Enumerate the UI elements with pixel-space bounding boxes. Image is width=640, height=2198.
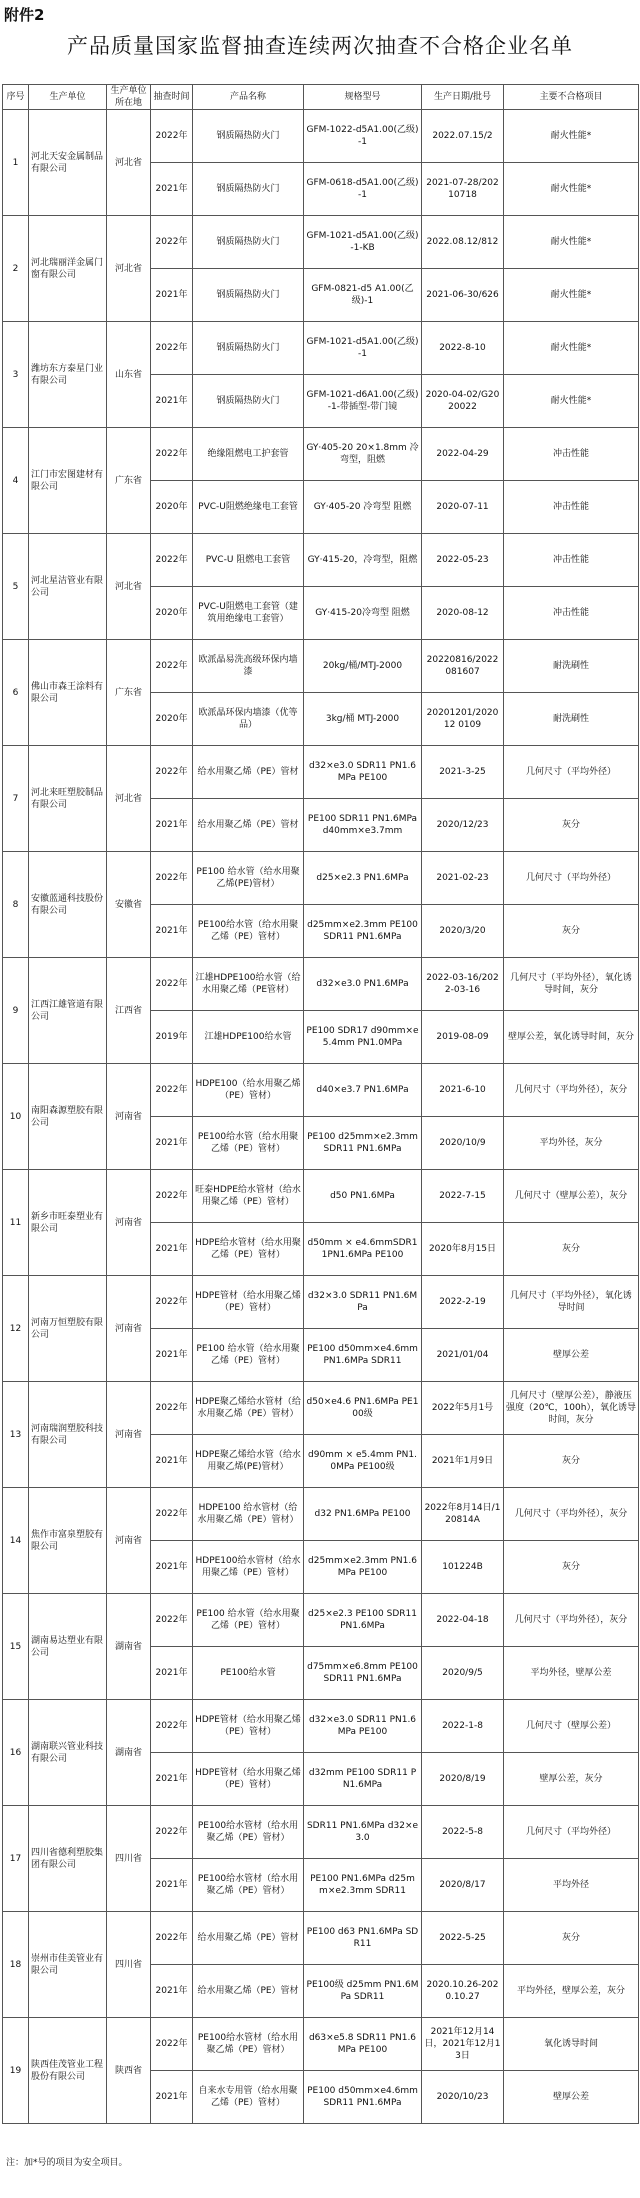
row-product: 钢质隔热防火门	[193, 322, 304, 375]
row-year: 2022年	[151, 1064, 193, 1117]
row-item: 壁厚公差，灰分	[504, 1753, 639, 1806]
row-seq: 19	[3, 2018, 29, 2124]
row-product: 钢质隔热防火门	[193, 375, 304, 428]
row-year: 2022年	[151, 2018, 193, 2071]
row-seq: 11	[3, 1170, 29, 1276]
row-date: 2020/12/23	[422, 799, 504, 852]
row-product: PE100给水管	[193, 1647, 304, 1700]
row-location: 湖南省	[107, 1594, 151, 1700]
row-company: 河北天安金属制品有限公司	[29, 110, 107, 216]
row-year: 2022年	[151, 958, 193, 1011]
row-item: 灰分	[504, 799, 639, 852]
row-spec: PE100级 d25mm PN1.6MPa SDR11	[304, 1965, 422, 2018]
row-date: 2021/01/04	[422, 1329, 504, 1382]
row-company: 湖南易达塑业有限公司	[29, 1594, 107, 1700]
row-location: 河北省	[107, 746, 151, 852]
row-company: 河北瑞丽洋金属门窗有限公司	[29, 216, 107, 322]
row-year: 2021年	[151, 1541, 193, 1594]
row-spec: PE100 d25mm×e2.3mm SDR11 PN1.6MPa	[304, 1117, 422, 1170]
row-item: 耐火性能*	[504, 375, 639, 428]
row-item: 几何尺寸（平均外径）	[504, 746, 639, 799]
row-product: 钢质隔热防火门	[193, 269, 304, 322]
row-product: 钢质隔热防火门	[193, 110, 304, 163]
row-product: HDPE管材（给水用聚乙烯（PE）管材）	[193, 1276, 304, 1329]
row-company: 佛山市森王涂料有限公司	[29, 640, 107, 746]
row-product: HDPE100 给水管材（给水用聚乙烯（PE）管材）	[193, 1488, 304, 1541]
row-product: PE100给水管（给水用聚乙烯（PE）管材）	[193, 905, 304, 958]
row-product: PVC-U 阻燃电工套管	[193, 534, 304, 587]
row-date: 2022-5-25	[422, 1912, 504, 1965]
row-company: 河南万恒塑胶有限公司	[29, 1276, 107, 1382]
row-seq: 18	[3, 1912, 29, 2018]
row-item: 冲击性能	[504, 534, 639, 587]
row-spec: d40×e3.7 PN1.6MPa	[304, 1064, 422, 1117]
row-item: 冲击性能	[504, 587, 639, 640]
row-year: 2019年	[151, 1011, 193, 1064]
row-date: 2022.07.15/2	[422, 110, 504, 163]
row-seq: 10	[3, 1064, 29, 1170]
row-company: 湖南联兴管业科技有限公司	[29, 1700, 107, 1806]
row-year: 2020年	[151, 587, 193, 640]
row-date: 2022-5-8	[422, 1806, 504, 1859]
row-date: 2021-3-25	[422, 746, 504, 799]
table-row	[3, 110, 639, 163]
row-product: HDPE管材（给水用聚乙烯（PE）管材）	[193, 1700, 304, 1753]
row-product: PE100给水管材（给水用聚乙烯（PE）管材）	[193, 1806, 304, 1859]
row-year: 2022年	[151, 1594, 193, 1647]
row-spec: d32mm PE100 SDR11 PN1.6MPa	[304, 1753, 422, 1806]
row-product: 给水用聚乙烯（PE）管材	[193, 1912, 304, 1965]
row-date: 2022-03-16/2022-03-16	[422, 958, 504, 1011]
row-date: 2020-04-02/G2020022	[422, 375, 504, 428]
row-item: 壁厚公差	[504, 2071, 639, 2124]
row-item: 几何尺寸（壁厚公差），灰分	[504, 1170, 639, 1223]
row-date: 2020/8/19	[422, 1753, 504, 1806]
row-item: 冲击性能	[504, 481, 639, 534]
row-location: 陕西省	[107, 2018, 151, 2124]
row-spec: GY·405-20 20×1.8mm 冷弯型，阻燃	[304, 428, 422, 481]
row-year: 2021年	[151, 2071, 193, 2124]
row-product: 钢质隔热防火门	[193, 163, 304, 216]
row-spec: GY·415-20冷弯型 阻燃	[304, 587, 422, 640]
row-date: 2021-6-10	[422, 1064, 504, 1117]
table-row	[3, 428, 639, 481]
row-seq: 1	[3, 110, 29, 216]
row-spec: GFM-1021-d6A1.00(乙级)-1-带插型-带门镜	[304, 375, 422, 428]
row-date: 2020-08-12	[422, 587, 504, 640]
row-item: 耐火性能*	[504, 163, 639, 216]
table-row	[3, 746, 639, 799]
row-company: 焦作市富泉塑胶有限公司	[29, 1488, 107, 1594]
row-product: PVC-U阻燃绝缘电工套管	[193, 481, 304, 534]
row-location: 广东省	[107, 428, 151, 534]
row-year: 2022年	[151, 746, 193, 799]
row-spec: GY·415-20，冷弯型，阻燃	[304, 534, 422, 587]
row-date: 2021-07-28/20210718	[422, 163, 504, 216]
row-date: 2021年1月9日	[422, 1435, 504, 1488]
row-spec: SDR11 PN1.6MPa d32×e3.0	[304, 1806, 422, 1859]
row-year: 2021年	[151, 1117, 193, 1170]
row-item: 灰分	[504, 905, 639, 958]
row-product: 给水用聚乙烯（PE）管材	[193, 746, 304, 799]
table-row	[3, 958, 639, 1011]
row-year: 2021年	[151, 1647, 193, 1700]
table-row	[3, 640, 639, 693]
row-item: 耐洗刷性	[504, 693, 639, 746]
row-product: HDPE100给水管材（给水用聚乙烯（PE）管材）	[193, 1541, 304, 1594]
row-item: 灰分	[504, 1435, 639, 1488]
row-item: 耐火性能*	[504, 322, 639, 375]
row-product: 给水用聚乙烯（PE）管材	[193, 799, 304, 852]
row-location: 河南省	[107, 1276, 151, 1382]
row-year: 2022年	[151, 1170, 193, 1223]
row-date: 2022-2-19	[422, 1276, 504, 1329]
table-body	[3, 110, 639, 2124]
row-spec: d25×e2.3 PE100 SDR11 PN1.6MPa	[304, 1594, 422, 1647]
row-spec: GY·405-20 冷弯型 阻燃	[304, 481, 422, 534]
table-row	[3, 1806, 639, 1859]
row-product: 欧派晶易洗高级环保内墙漆	[193, 640, 304, 693]
row-seq: 3	[3, 322, 29, 428]
row-seq: 12	[3, 1276, 29, 1382]
row-company: 江门市宏图建材有限公司	[29, 428, 107, 534]
header-location: 生产单位所在地	[107, 85, 151, 110]
row-product: PE100给水管（给水用聚乙烯（PE）管材）	[193, 1117, 304, 1170]
row-date: 2022-04-29	[422, 428, 504, 481]
row-date: 2020-07-11	[422, 481, 504, 534]
row-seq: 8	[3, 852, 29, 958]
row-date: 2022-04-18	[422, 1594, 504, 1647]
table-header-row	[3, 85, 639, 110]
row-date: 2020/9/5	[422, 1647, 504, 1700]
row-seq: 4	[3, 428, 29, 534]
row-product: PE100 给水管（给水用聚乙烯(PE)管材）	[193, 852, 304, 905]
row-date: 101224B	[422, 1541, 504, 1594]
row-date: 2021-02-23	[422, 852, 504, 905]
row-item: 灰分	[504, 1223, 639, 1276]
table-row	[3, 1594, 639, 1647]
row-year: 2022年	[151, 428, 193, 481]
row-item: 耐火性能*	[504, 216, 639, 269]
row-item: 几何尺寸（平均外径），灰分	[504, 1594, 639, 1647]
row-spec: PE100 PN1.6MPa d25mm×e2.3mm SDR11	[304, 1859, 422, 1912]
row-spec: GFM-1022-d5A1.00(乙级)-1	[304, 110, 422, 163]
table-row	[3, 1064, 639, 1117]
row-spec: GFM-1021-d5A1.00(乙级)-1-KB	[304, 216, 422, 269]
row-year: 2022年	[151, 852, 193, 905]
row-company: 南阳森源塑胶有限公司	[29, 1064, 107, 1170]
row-date: 2020/3/20	[422, 905, 504, 958]
row-product: HDPE聚乙烯给水管材（给水用聚乙烯（PE）管材）	[193, 1382, 304, 1435]
row-spec: GFM-0821-d5 A1.00(乙级)-1	[304, 269, 422, 322]
row-year: 2021年	[151, 1859, 193, 1912]
row-seq: 17	[3, 1806, 29, 1912]
row-item: 几何尺寸（平均外径）	[504, 1806, 639, 1859]
table-row	[3, 216, 639, 269]
attachment-label: 附件2	[4, 6, 45, 24]
row-seq: 6	[3, 640, 29, 746]
row-product: HDPE给水管材（给水用聚乙烯（PE）管材）	[193, 1223, 304, 1276]
row-company: 崇州市佳美管业有限公司	[29, 1912, 107, 2018]
row-year: 2021年	[151, 1435, 193, 1488]
row-spec: d25mm×e2.3mm PN1.6MPa PE100	[304, 1541, 422, 1594]
row-spec: PE100 SDR17 d90mm×e5.4mm PN1.0MPa	[304, 1011, 422, 1064]
row-location: 河南省	[107, 1064, 151, 1170]
row-spec: d32 PN1.6MPa PE100	[304, 1488, 422, 1541]
row-year: 2022年	[151, 1488, 193, 1541]
row-spec: d25×e2.3 PN1.6MPa	[304, 852, 422, 905]
row-company: 四川省德利塑胶集团有限公司	[29, 1806, 107, 1912]
table-row	[3, 1912, 639, 1965]
row-date: 2020/8/17	[422, 1859, 504, 1912]
row-location: 四川省	[107, 1806, 151, 1912]
row-item: 壁厚公差，氧化诱导时间，灰分	[504, 1011, 639, 1064]
row-date: 2022-05-23	[422, 534, 504, 587]
row-company: 江西江雄管道有限公司	[29, 958, 107, 1064]
row-year: 2021年	[151, 905, 193, 958]
row-company: 河北来旺塑胶制品有限公司	[29, 746, 107, 852]
row-seq: 2	[3, 216, 29, 322]
row-spec: PE100 SDR11 PN1.6MPa d40mm×e3.7mm	[304, 799, 422, 852]
row-item: 壁厚公差	[504, 1329, 639, 1382]
header-company: 生产单位	[29, 85, 107, 110]
row-location: 江西省	[107, 958, 151, 1064]
row-item: 冲击性能	[504, 428, 639, 481]
footnote: 注：加*号的项目为安全项目。	[6, 2158, 128, 2168]
row-date: 2022.08.12/812	[422, 216, 504, 269]
row-spec: d32×3.0 SDR11 PN1.6MPa	[304, 1276, 422, 1329]
row-spec: 20kg/桶/MTJ-2000	[304, 640, 422, 693]
row-date: 2020.10.26-2020.10.27	[422, 1965, 504, 2018]
row-product: PE100 给水管（给水用聚乙烯（PE）管材）	[193, 1594, 304, 1647]
row-year: 2021年	[151, 269, 193, 322]
row-product: 给水用聚乙烯（PE）管材	[193, 1965, 304, 2018]
header-spec: 规格型号	[304, 85, 422, 110]
row-product: PE100给水管材（给水用聚乙烯（PE）管材）	[193, 2018, 304, 2071]
row-product: 江雄HDPE100给水管（给水用聚乙烯（PE管材）	[193, 958, 304, 1011]
header-item: 主要不合格项目	[504, 85, 639, 110]
row-location: 河南省	[107, 1488, 151, 1594]
row-year: 2021年	[151, 1965, 193, 2018]
row-company: 陕西佳茂管业工程股份有限公司	[29, 2018, 107, 2124]
row-item: 几何尺寸（平均外径），氧化诱导时间	[504, 1276, 639, 1329]
row-item: 平均外径，壁厚公差，灰分	[504, 1965, 639, 2018]
row-date: 2022年8月14日/120814A	[422, 1488, 504, 1541]
table-row	[3, 322, 639, 375]
table-row	[3, 2018, 639, 2071]
row-year: 2022年	[151, 1700, 193, 1753]
row-location: 山东省	[107, 322, 151, 428]
row-location: 安徽省	[107, 852, 151, 958]
row-year: 2021年	[151, 799, 193, 852]
table-row	[3, 1170, 639, 1223]
row-item: 耐洗刷性	[504, 640, 639, 693]
row-date: 2020/10/9	[422, 1117, 504, 1170]
row-company: 新乡市旺泰塑业有限公司	[29, 1170, 107, 1276]
row-date: 2022年5月1号	[422, 1382, 504, 1435]
row-product: 旺泰HDPE给水管材（给水用聚乙烯（PE）管材）	[193, 1170, 304, 1223]
row-product: 欧派晶环保内墙漆（优等品）	[193, 693, 304, 746]
row-date: 20220816/2022081607	[422, 640, 504, 693]
row-year: 2020年	[151, 481, 193, 534]
row-spec: PE100 d50mm×e4.6mm PN1.6MPa SDR11	[304, 1329, 422, 1382]
table-row	[3, 1382, 639, 1435]
row-product: PE100给水管材（给水用聚乙烯（PE）管材）	[193, 1859, 304, 1912]
row-spec: d32×e3.0 SDR11 PN1.6MPa PE100	[304, 1700, 422, 1753]
row-year: 2021年	[151, 1223, 193, 1276]
row-spec: d32×e3.0 SDR11 PN1.6MPa PE100	[304, 746, 422, 799]
row-spec: PE100 d63 PN1.6MPa SDR11	[304, 1912, 422, 1965]
row-date: 20201201/202012 0109	[422, 693, 504, 746]
row-year: 2022年	[151, 1382, 193, 1435]
row-date: 2022-8-10	[422, 322, 504, 375]
row-location: 河北省	[107, 216, 151, 322]
table-row	[3, 1700, 639, 1753]
row-spec: GFM-0618-d5A1.00(乙级)-1	[304, 163, 422, 216]
row-item: 平均外径，壁厚公差	[504, 1647, 639, 1700]
table-row	[3, 534, 639, 587]
row-product: PE100 给水管（给水用聚乙烯（PE）管材）	[193, 1329, 304, 1382]
row-product: HDPE管材（给水用聚乙烯（PE）管材）	[193, 1753, 304, 1806]
table-row	[3, 1488, 639, 1541]
row-date: 2022-1-8	[422, 1700, 504, 1753]
row-item: 几何尺寸（壁厚公差）	[504, 1700, 639, 1753]
row-date: 2020年8月15日	[422, 1223, 504, 1276]
row-location: 广东省	[107, 640, 151, 746]
header-product: 产品名称	[193, 85, 304, 110]
row-spec: d50×e4.6 PN1.6MPa PE100级	[304, 1382, 422, 1435]
row-date: 2021-06-30/626	[422, 269, 504, 322]
row-location: 四川省	[107, 1912, 151, 2018]
row-year: 2020年	[151, 693, 193, 746]
row-item: 几何尺寸（平均外径），氧化诱导时间，灰分	[504, 958, 639, 1011]
row-company: 潍坊东方泰星门业有限公司	[29, 322, 107, 428]
row-product: 江雄HDPE100给水管	[193, 1011, 304, 1064]
table-row	[3, 852, 639, 905]
row-item: 耐火性能*	[504, 269, 639, 322]
row-spec: d50mm × e4.6mmSDR11PN1.6MPa PE100	[304, 1223, 422, 1276]
row-year: 2022年	[151, 1806, 193, 1859]
row-seq: 5	[3, 534, 29, 640]
row-location: 湖南省	[107, 1700, 151, 1806]
row-item: 几何尺寸（平均外径），灰分	[504, 1488, 639, 1541]
row-item: 平均外径	[504, 1859, 639, 1912]
row-product: 自来水专用管（给水用聚乙烯（PE）管材）	[193, 2071, 304, 2124]
row-spec: d90mm × e5.4mm PN1.0MPa PE100级	[304, 1435, 422, 1488]
table-row	[3, 1276, 639, 1329]
row-item: 几何尺寸（平均外径），灰分	[504, 1064, 639, 1117]
page-title: 产品质量国家监督抽查连续两次抽查不合格企业名单	[67, 34, 573, 58]
row-year: 2021年	[151, 1329, 193, 1382]
row-item: 灰分	[504, 1912, 639, 1965]
row-year: 2022年	[151, 216, 193, 269]
row-seq: 7	[3, 746, 29, 852]
row-spec: 3kg/桶 MTJ-2000	[304, 693, 422, 746]
enterprise-table	[2, 84, 639, 2124]
row-item: 平均外径，灰分	[504, 1117, 639, 1170]
row-company: 河北星洁管业有限公司	[29, 534, 107, 640]
row-company: 安徽蓝通科技股份有限公司	[29, 852, 107, 958]
row-date: 2019-08-09	[422, 1011, 504, 1064]
row-product: 钢质隔热防火门	[193, 216, 304, 269]
row-year: 2021年	[151, 375, 193, 428]
row-year: 2022年	[151, 1912, 193, 1965]
row-spec: d75mm×e6.8mm PE100 SDR11 PN1.6MPa	[304, 1647, 422, 1700]
header-date: 生产日期/批号	[422, 85, 504, 110]
row-product: 绝缘阻燃电工护套管	[193, 428, 304, 481]
row-year: 2022年	[151, 1276, 193, 1329]
row-seq: 14	[3, 1488, 29, 1594]
row-spec: d63×e5.8 SDR11 PN1.6MPa PE100	[304, 2018, 422, 2071]
row-location: 河北省	[107, 534, 151, 640]
row-spec: d50 PN1.6MPa	[304, 1170, 422, 1223]
row-location: 河北省	[107, 110, 151, 216]
row-seq: 9	[3, 958, 29, 1064]
row-product: PVC-U阻燃电工套管（建筑用绝缘电工套管）	[193, 587, 304, 640]
row-item: 几何尺寸（平均外径）	[504, 852, 639, 905]
row-item: 耐火性能*	[504, 110, 639, 163]
row-product: HDPE聚乙烯给水管（给水用聚乙烯(PE)管材）	[193, 1435, 304, 1488]
row-spec: GFM-1021-d5A1.00(乙级)-1	[304, 322, 422, 375]
header-seq: 序号	[3, 85, 29, 110]
row-year: 2021年	[151, 1753, 193, 1806]
row-year: 2022年	[151, 640, 193, 693]
row-company: 河南瑞润塑胶科技有限公司	[29, 1382, 107, 1488]
row-item: 氧化诱导时间	[504, 2018, 639, 2071]
row-spec: d32×e3.0 PN1.6MPa	[304, 958, 422, 1011]
row-location: 河南省	[107, 1170, 151, 1276]
row-spec: d25mm×e2.3mm PE100 SDR11 PN1.6MPa	[304, 905, 422, 958]
row-product: HDPE100（给水用聚乙烯（PE）管材）	[193, 1064, 304, 1117]
row-spec: PE100 d50mm×e4.6mm SDR11 PN1.6MPa	[304, 2071, 422, 2124]
row-date: 2020/10/23	[422, 2071, 504, 2124]
row-item: 灰分	[504, 1541, 639, 1594]
row-seq: 16	[3, 1700, 29, 1806]
row-year: 2022年	[151, 534, 193, 587]
row-year: 2022年	[151, 110, 193, 163]
row-seq: 15	[3, 1594, 29, 1700]
row-year: 2021年	[151, 163, 193, 216]
row-date: 2022-7-15	[422, 1170, 504, 1223]
row-year: 2022年	[151, 322, 193, 375]
row-date: 2021年12月14日，2021年12月13日	[422, 2018, 504, 2071]
header-year: 抽查时间	[151, 85, 193, 110]
row-location: 河南省	[107, 1382, 151, 1488]
row-item: 几何尺寸（壁厚公差），静液压强度（20℃，100h），氧化诱导时间，灰分	[504, 1382, 639, 1435]
row-seq: 13	[3, 1382, 29, 1488]
